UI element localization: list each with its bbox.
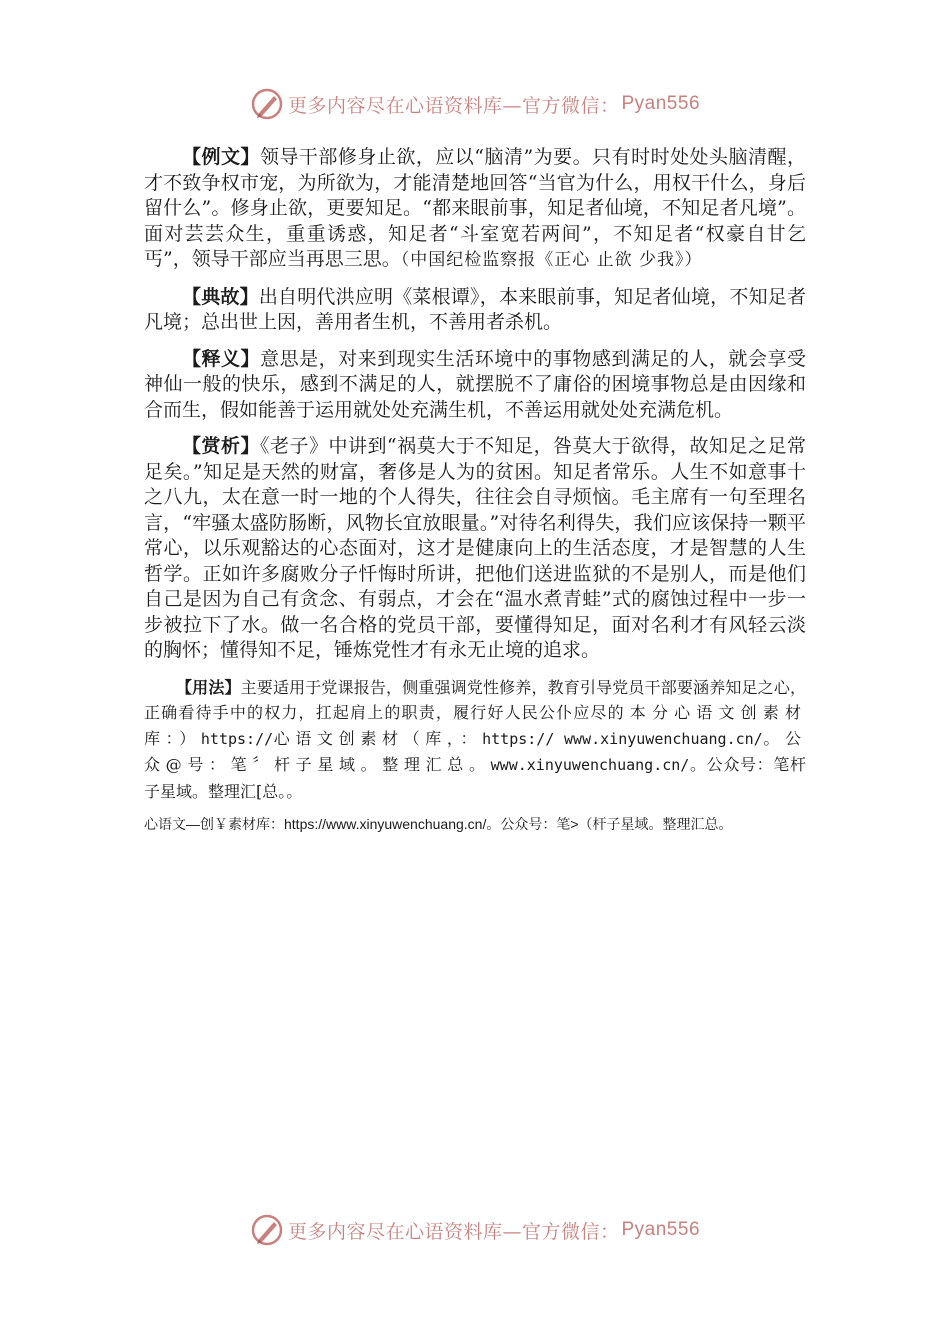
banner-wechat: Pyan556 [621, 1219, 701, 1240]
tag-example: 【例文】 [182, 146, 260, 168]
paragraph-allusion [144, 285, 806, 336]
usage-url-1: https:// [200, 729, 274, 748]
tag-meaning: 【释义】 [182, 347, 261, 370]
paragraph-example-text: 领导干部修身止欲，应以“脑清”为要。只有时时处处头脑清醒，才不致争权市宠，为所欲为，才能清楚地回答“当官为什么，用权干什么，身后留什么”。修身止欲，更要知足。“都来眼前事，知足者仙境，不知足者凡境”。面对芸芸众生，重重诱惑，知足者“斗室宽若两间”，不知足者“权豪自甘乞丐”，领导干部应当再思三思。 [144, 146, 806, 270]
paragraph-example-cite: （中国纪检监察报《正心 止欲 少我》） [400, 250, 703, 270]
usage-wide-1: 的本分心语文创素材库：） [144, 703, 806, 748]
usage-text: 主要适用于党课报告，侧重强调党性修养，教育引导党员干部要涵养知足之心，正确看待手中的权力，扛起肩上的职责，履行好人民公仆应尽 [144, 677, 806, 722]
usage-tail: 。公众号：笔杆子星域。整理汇[总。。 [144, 755, 806, 801]
tag-allusion: 【典故】 [182, 285, 259, 308]
document-body [144, 145, 806, 836]
paragraph-appreciation-text: 《老子》中讲到“祸莫大于不知足，咎莫大于欲得，故知足之足常足矣。”知足是天然的财富，奢侈是人为的贫困。知足者常乐。人生不如意事十之八九，太在意一时一地的个人得失，往往会自寻烦恼。毛主席有一句至理名言，“牢骚太盛防肠断，风物长宜放眼量。”对待名利得失，我们应该保持一颗平常心，以乐观豁达的心态面对，这才是健康向上的生活态度，才是智慧的人生哲学。正如许多腐败分子忏悔时所讲，把他们送进监狱的不是别人，而是他们自己是因为自己有贪念、有弱点，才会在“温水煮青蛙”式的腐蚀过程中一步一步被拉下了水。做一名合格的党员干部，要懂得知足，面对名利才有风轻云淡的胸怀；懂得知不足，锤炼党性才有永无止境的追求。 [144, 435, 806, 661]
source-note: 心语文—创￥素材库：https://www.xinyuwenchuang.cn/。公众号：笔>（杆子星域。整理汇总。 [144, 816, 733, 832]
paragraph-meaning-text: 意思是，对来到现实生活环境中的事物感到满足的人，就会享受神仙一般的快乐，感到不满足的人，就摆脱不了庸俗的困境事物总是由因缘和合而生，假如能善于运用就处处充满生机，不善运用就处处充满危机。 [144, 347, 806, 421]
banner-wechat: Pyan556 [621, 93, 701, 114]
footer-banner [0, 1210, 950, 1250]
paragraph-meaning [144, 347, 806, 424]
pen-logo-icon [250, 87, 284, 121]
usage-wide-3: 。公众@号：笔〞杆子星域。整理汇总。 [144, 728, 806, 774]
tag-usage: 【用法】 [176, 677, 241, 697]
banner-text: 更多内容尽在心语资料库—官方微信： [287, 94, 620, 117]
banner-text: 更多内容尽在心语资料库—官方微信： [287, 1220, 620, 1243]
header-banner [0, 84, 950, 124]
paragraph-example [144, 145, 806, 274]
tag-appreciation: 【赏析】 [182, 435, 260, 457]
paragraph-appreciation [144, 434, 806, 664]
usage-url-3: www.xinyuwenchuang.cn/ [490, 756, 690, 774]
usage-wide-2: 心语文创素材（库，： [273, 728, 483, 748]
paragraph-usage [144, 675, 806, 805]
paragraph-allusion-text: 出自明代洪应明《菜根谭》，本来眼前事，知足者仙境，不知足者凡境；总出世上因，善用者生机，不善用者杀机。 [144, 285, 806, 333]
usage-url-2: https:// www.xinyuwenchuang.cn/ [482, 729, 763, 748]
pen-logo-icon [250, 1213, 284, 1247]
